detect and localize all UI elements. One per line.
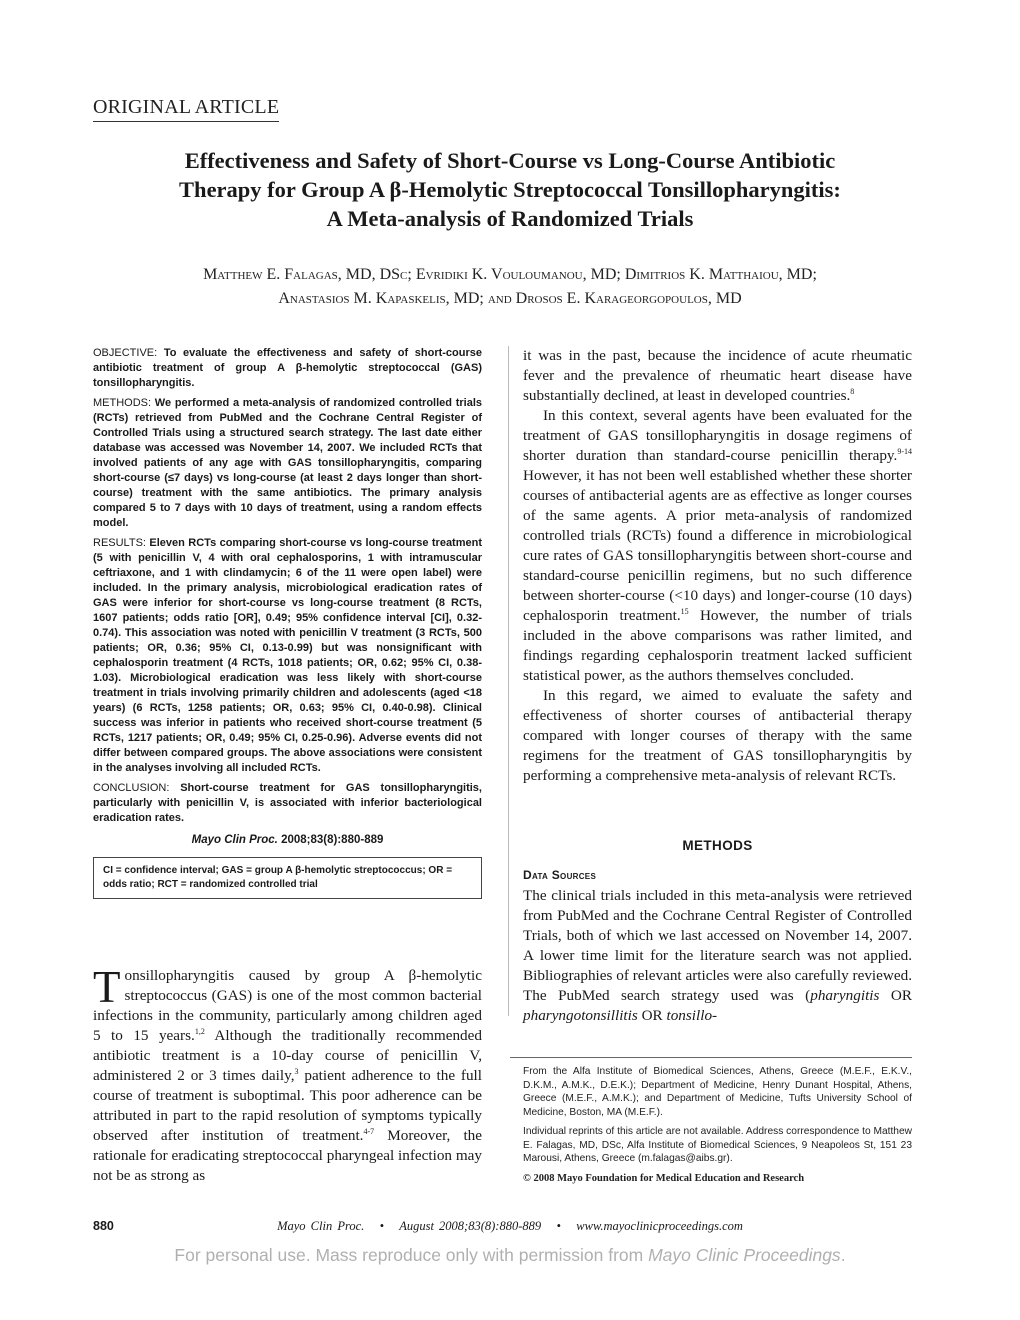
- intro-column-left: [93, 962, 482, 1186]
- section-label: ORIGINAL ARTICLE: [93, 96, 279, 122]
- ref-superscript: 4-7: [363, 1126, 375, 1136]
- search-term: pharyngitis: [810, 987, 880, 1004]
- footer-separator: •: [556, 1219, 561, 1233]
- intro-p2-text-b: However, it has not been well established whether these shorter courses of antibacterial agents are as effective as longer courses of the same agents. A prior meta-analysis of randomized controlled trials (RCTs) found a difference in microbiological cure rates of GAS tonsillopharyngitis between short-course and standard-course penicillin regimens, but no such difference between shorter-course (<10 days) and longer-course (10 days) cephalosporin treatment.: [523, 467, 912, 624]
- intro-p2-text-a: In this context, several agents have been evaluated for the treatment of GAS tonsillopharyngitis in dosage regimens of shorter duration than standard-course penicillin therapy.: [523, 407, 912, 464]
- notice-text: For personal use. Mass reproduce only with permission from: [174, 1245, 649, 1265]
- intro-text-d: Moreover, the rationale for eradicating streptococcal pharyngeal infection may not be as strong as: [93, 1127, 482, 1184]
- footer-website: www.mayoclinicproceedings.com: [576, 1219, 743, 1233]
- permission-notice: [0, 1245, 1020, 1266]
- intro-text-c: patient adherence to the full course of treatment is suboptimal. This poor adherence can be attributed in part to the rapid resolution of symptoms typically observed after institution of treatment.: [93, 1067, 482, 1144]
- intro-paragraph-2: [523, 406, 912, 686]
- intro-text-a: onsillopharyngitis caused by group A β-hemolytic streptococcus (GAS) is one of the most common bacterial infections in the community, particularly among children aged 5 to 15 years.: [93, 967, 482, 1044]
- column-divider: [508, 346, 509, 1016]
- methods-text: The clinical trials included in this meta-analysis were retrieved from PubMed and the Cochrane Central Register of Controlled Trials, both of which we last accessed on November 14, 2007. A lower time limit for the literature search was not applied. Bibliographies of relevant articles were also carefully reviewed. The PubMed search strategy used was (: [523, 887, 912, 1004]
- results-label: RESULTS:: [93, 537, 146, 549]
- abstract-objective: [93, 346, 482, 391]
- intro-cont-text: it was in the past, because the incidence of acute rheumatic fever and the prevalence of rheumatic heart disease have substantially declined, at least in developed countries.: [523, 347, 912, 404]
- abstract: [93, 346, 482, 899]
- authors-line-1: Matthew E. Falagas, MD, DSc; Evridiki K. Vouloumanou, MD; Dimitrios K. Matthaiou, MD;: [203, 266, 817, 283]
- methods-label: METHODS:: [93, 397, 152, 409]
- conclusion-label: CONCLUSION:: [93, 782, 170, 794]
- intro-paragraph-3: In this regard, we aimed to evaluate the safety and effectiveness of shorter courses of antibacterial therapy compared with longer courses of therapy with the same regimens for the treatment of GAS tonsillopharyngitis by performing a comprehensive meta-analysis of relevant RCTs.: [523, 687, 912, 784]
- ref-superscript: 9-14: [897, 446, 912, 456]
- citation: [93, 833, 482, 848]
- notice-end: .: [840, 1245, 846, 1265]
- intro-p2-text-c: However, the number of trials included in the above comparisons was rather limited, and findings regarding cephalosporin treatment lacked sufficient statistical power, as the authors themselves concluded.: [523, 607, 912, 684]
- title-line-2: Therapy for Group A β-Hemolytic Streptococcal Tonsillopharyngitis:: [179, 177, 841, 202]
- footer-separator: •: [379, 1219, 385, 1233]
- footer-issue: August 2008;83(8):880-889: [399, 1219, 542, 1233]
- search-term: pharyngotonsillitis: [523, 1007, 638, 1024]
- title-line-1: Effectiveness and Safety of Short-Course vs Long-Course Antibiotic: [184, 148, 836, 173]
- footer-journal: Mayo Clin Proc.: [277, 1219, 365, 1233]
- objective-label: OBJECTIVE:: [93, 347, 158, 359]
- citation-journal: Mayo Clin Proc.: [191, 834, 278, 846]
- drop-cap: T: [93, 962, 121, 1012]
- citation-ref: 2008;83(8):880-889: [281, 834, 384, 846]
- methods-heading: METHODS: [682, 838, 753, 853]
- notice-journal: Mayo Clinic Proceedings: [648, 1245, 841, 1265]
- methods-body: [523, 886, 912, 1026]
- search-term: tonsillo-: [666, 1007, 718, 1024]
- reprints-note: Individual reprints of this article are not available. Address correspondence to Matthew E. Falagas, MD, DSc, Alfa Institute of Biomedical Sciences, 9 Neapoleos St, 151 23 Marousi, Athens, Greece (m.falagas@aibs.gr).: [523, 1126, 912, 1164]
- copyright-note: © 2008 Mayo Foundation for Medical Education and Research: [523, 1172, 805, 1184]
- ref-superscript: 3: [294, 1066, 299, 1076]
- intro-text-b: Although the traditionally recommended antibiotic treatment is a 10-day course of penicillin V, administered 2 or 3 times daily,: [93, 1027, 482, 1084]
- methods-paragraph-1: [523, 886, 912, 1026]
- abbreviations-box: CI = confidence interval; GAS = group A β-hemolytic streptococcus; OR = odds ratio; RCT = randomized controlled trial: [93, 857, 482, 899]
- intro-paragraph-cont: [523, 346, 912, 406]
- authors-line-2: Anastasios M. Kapaskelis, MD; and Drosos E. Karageorgopoulos, MD: [278, 290, 742, 307]
- objective-text: To evaluate the effectiveness and safety of short-course antibiotic treatment of group A β-hemolytic streptococcal (GAS) tonsillopharyngitis.: [93, 347, 482, 389]
- intro-paragraph-1: [93, 962, 482, 1186]
- search-operator: OR: [879, 987, 912, 1004]
- footnotes: [523, 1065, 912, 1191]
- abstract-conclusion: [93, 781, 482, 826]
- affiliation-note: From the Alfa Institute of Biomedical Sciences, Athens, Greece (M.E.F., E.K.V., D.K.M., A.M.K., D.E.K.); Department of Medicine, Henry Dunant Hospital, Athens, Greece (M.E.F., A.M.K.); and Department of Medicine, Tufts University School of Medicine, Boston, MA (M.E.F.).: [523, 1066, 912, 1118]
- ref-superscript: 8: [850, 386, 855, 396]
- footnote-divider: [510, 1057, 912, 1058]
- running-footer: [230, 1219, 790, 1234]
- ref-superscript: 1,2: [194, 1026, 205, 1036]
- article-title: [80, 146, 940, 233]
- intro-column-right: [523, 346, 912, 786]
- title-line-3: A Meta-analysis of Randomized Trials: [326, 206, 694, 231]
- search-operator: OR: [637, 1007, 667, 1024]
- abstract-methods: [93, 396, 482, 531]
- conclusion-text: Short-course treatment for GAS tonsillopharyngitis, particularly with penicillin V, is associated with inferior bacteriological eradication rates.: [93, 782, 482, 824]
- page-number: 880: [93, 1219, 114, 1233]
- abstract-results: [93, 536, 482, 776]
- results-text: Eleven RCTs comparing short-course vs long-course treatment (5 with penicillin V, 4 with oral cephalosporins, 1 with intramuscular ceftriaxone, and 1 with clindamycin; 6 of the 11 were open label) were included. In the primary analysis, microbiological eradication rates of GAS were inferior for short-course vs long-course treatment (8 RCTs, 1607 patients; odds ratio [OR], 0.49; 95% confidence interval [CI], 0.32-0.74). This association was noted with penicillin V treatment (3 RCTs, 500 patients; OR, 0.36; 95% CI, 0.13-0.99) but was nonsignificant with cephalosporin treatment (4 RCTs, 1018 patients; OR, 0.62; 95% CI, 0.38-1.03). Microbiological eradication was less likely with short-course treatment in trials involving primarily children and adolescents (aged <18 years) (6 RCTs, 1258 patients; OR, 0.63; 95% CI, 0.40-0.98). Clinical success was inferior in patients who received short-course treatment (5 RCTs, 1217 patients; OR, 0.49; 95% CI, 0.25-0.96). Adverse events did not differ between compared groups. The above associations were consistent in the analyses involving all included RCTs.: [93, 537, 483, 774]
- author-list: [80, 263, 940, 311]
- ref-superscript: 15: [680, 606, 689, 616]
- data-sources-subheading: Data Sources: [523, 868, 597, 882]
- methods-text: We performed a meta-analysis of randomized controlled trials (RCTs) retrieved from PubMed and the Cochrane Central Register of Controlled Trials using a structured search strategy. The last date either database was accessed was November 14, 2007. We included RCTs that involved patients of any age with GAS tonsillopharyngitis, comparing short-course (≤7 days) vs long-course (at least 2 days longer than short-course) treatment with the same antibiotics. The primary analysis compared 5 to 7 days with 10 days of treatment, using a random effects model.: [93, 397, 483, 529]
